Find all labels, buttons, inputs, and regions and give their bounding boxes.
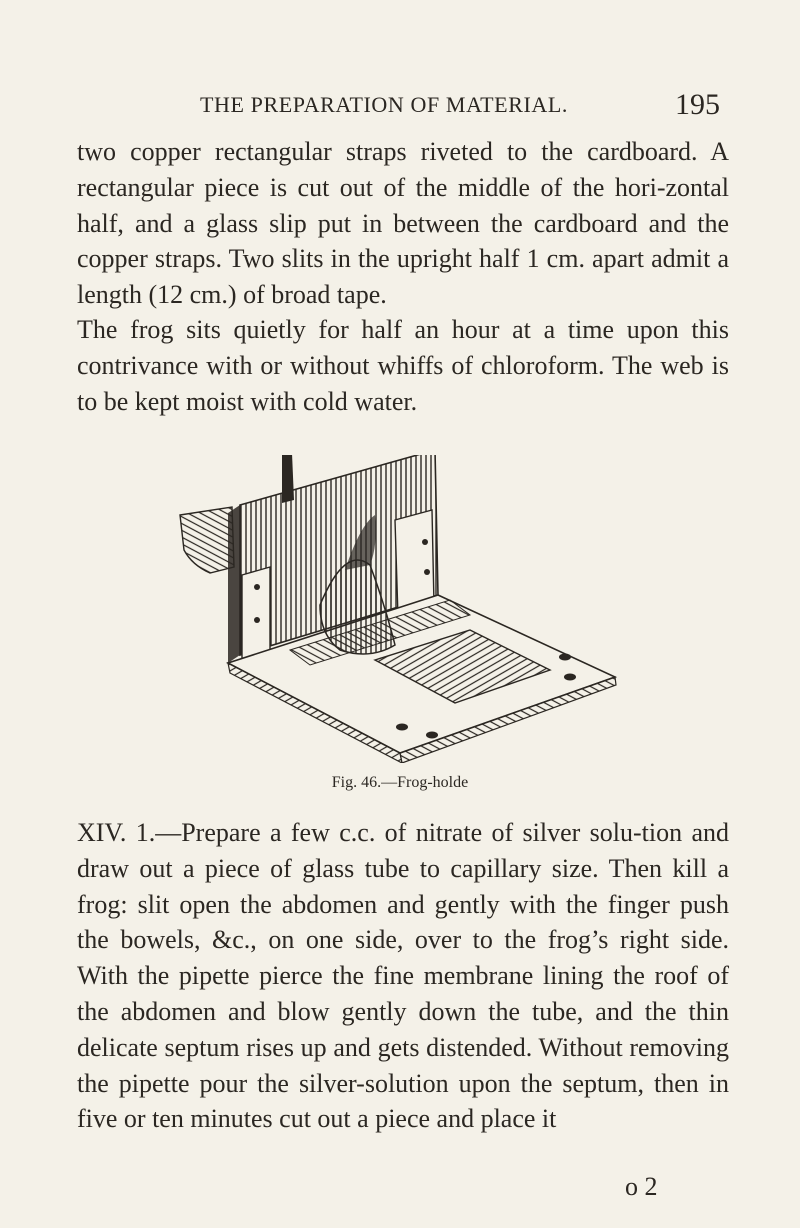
frog-holder-engraving — [170, 455, 620, 763]
page-header — [200, 88, 720, 122]
running-title: THE PREPARATION OF MATERIAL. — [200, 92, 569, 117]
paragraph-1: two copper rectangular straps riveted to the cardboard. A rectangular piece is cut out of the middle of the hori-zontal half, and a glass slip put in between the cardboard and the copper straps. Two slits in the upright half 1 cm. apart admit a length (12 cm.) of broad tape. — [77, 137, 729, 310]
page-number: 195 — [675, 88, 720, 121]
figure-caption: Fig. 46.—Frog-holde — [331, 774, 469, 791]
paragraph-2: The frog sits quietly for half an hour at a time upon this contrivance with or without whiffs of chloroform. The web is to be kept moist with cold water. — [77, 315, 729, 416]
frog-holder-illustration — [170, 455, 620, 763]
paragraph-3: XIV. 1.—Prepare a few c.c. of nitrate of silver solu-tion and draw out a piece of glass tube to capillary size. Then kill a frog: slit open the abdomen and gently with the finger push the bowels, &c., on one side, over to the frog’s right side. With the pipette pierce the fine membrane lining the roof of the abdomen and blow gently down the tube, and the thin delicate septum rises up and gets distended. Without removing the pipette pour the silver-solution upon the septum, then in five or ten minutes cut out a piece and place it — [77, 818, 729, 1134]
signature-mark: o 2 — [625, 1172, 658, 1201]
